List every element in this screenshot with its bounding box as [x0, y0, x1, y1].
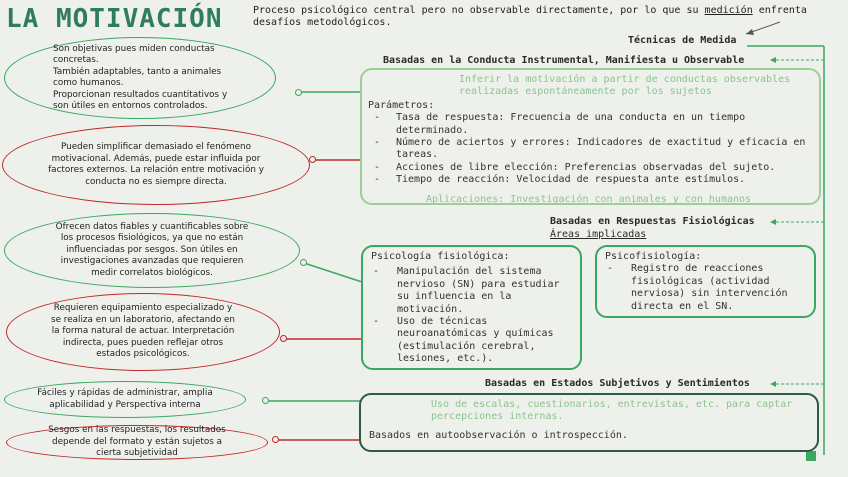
section2-fisio-item: - Registro de reacciones fisiológicas (actividad nerviosa) sin intervención directa en el SN. [607, 263, 788, 312]
section2-psico-box [361, 245, 582, 370]
section2-pro-text: Ofrecen datos fiables y cuantificables sobre los procesos fisiológicos, ya que no están influenciadas por sesgos. Son útiles en investigaciones avanzadas que requieren medir correlatos biológicos. [55, 221, 249, 278]
section2-subheading: Áreas implicadas [550, 229, 647, 240]
intro-after: enfrenta desafíos metodológicos. [253, 5, 807, 28]
section2-heading: Basadas en Respuestas Fisiológicas [550, 216, 755, 227]
section1-heading: Basadas en la Conducta Instrumental, Manifiesta u Observable [383, 55, 745, 66]
section1-box [360, 68, 821, 205]
section3-pro-text: Fáciles y rápidas de administrar, amplia aplicabilidad y Perspectiva interna [37, 388, 213, 410]
section1-pro-ellipse [4, 37, 276, 119]
section3-con-text: Sesgos en las respuestas, los resultados depende del formato y están sujetos a cierta subjetividad [48, 425, 226, 459]
section2-pro-ellipse [4, 213, 300, 288]
section1-params-label: Parámetros: [368, 99, 435, 111]
connector-dot [280, 335, 287, 342]
section1-item: - Tiempo de reacción: Velocidad de respuesta ante estímulos. [374, 174, 746, 186]
section3-heading: Basadas en Estados Subjetivos y Sentimientos [485, 378, 750, 389]
section3-con-ellipse [6, 425, 268, 460]
connector-dot [300, 259, 307, 266]
tecnicas-heading: Técnicas de Medida [628, 35, 737, 46]
intro-before: Proceso psicológico central pero no observable directamente, por lo que su [253, 5, 705, 16]
section2-con-text: Requieren equipamiento especializado y se realiza en un laboratorio, afectando en la forma natural de actuar. Interpretación indirecta, pues pueden reflejar otros estados psicológicos. [50, 303, 236, 360]
connector-dot [262, 397, 269, 404]
connector-dot [272, 436, 279, 443]
section2-psico-item: - Manipulación del sistema nervioso (SN) para estudiar su influencia en la motivación. [373, 266, 560, 315]
section1-item: - Tasa de respuesta: Frecuencia de una conducta en un tiempo determinado. [374, 112, 746, 136]
section3-box [359, 393, 819, 452]
section2-psico-item: - Uso de técnicas neuroanatómicas y químicas (estimulación cerebral, lesiones, etc.). [373, 316, 554, 365]
connector-dot [309, 156, 316, 163]
section1-item: - Número de aciertos y errores: Indicadores de exactitud y eficacia en tareas. [374, 137, 806, 161]
section2-con-ellipse [6, 293, 280, 371]
section3-pro-ellipse [4, 381, 246, 418]
section3-uso: Uso de escalas, cuestionarios, entrevistas, etc. para captar percepciones internas. [431, 399, 793, 423]
intro-link: medición [704, 5, 753, 16]
intro-text [253, 5, 845, 29]
section1-con-text: Pueden simplificar demasiado el fenómeno motivacional. Además, puede estar influida por factores externos. La relación entre motivación y conducta no es siempre directa. [48, 142, 264, 187]
page-title: LA MOTIVACIÓN [6, 4, 223, 34]
connector-dot [295, 89, 302, 96]
section1-pro-text: Son objetivas pues miden conductas concretas. También adaptables, tanto a animales como humanos. Proporcionan resultados cuantitativos y son útiles en entornos controlados. [53, 43, 228, 111]
section1-item: - Acciones de libre elección: Preferencias observadas del sujeto. [374, 161, 776, 173]
section2-fisio-box [595, 245, 816, 318]
section1-con-ellipse [2, 125, 310, 205]
section3-basados: Basados en autoobservación o introspección. [369, 429, 628, 441]
section1-infer: Inferir la motivación a partir de conductas observables realizadas espontáneamente por los sujetos [459, 74, 791, 98]
section2-psico-label: Psicología fisiológica: [371, 251, 510, 262]
section2-fisio-label: Psicofisiología: [605, 251, 702, 262]
section1-applications: Aplicaciones: Investigación con animales y con humanos [425, 193, 752, 205]
